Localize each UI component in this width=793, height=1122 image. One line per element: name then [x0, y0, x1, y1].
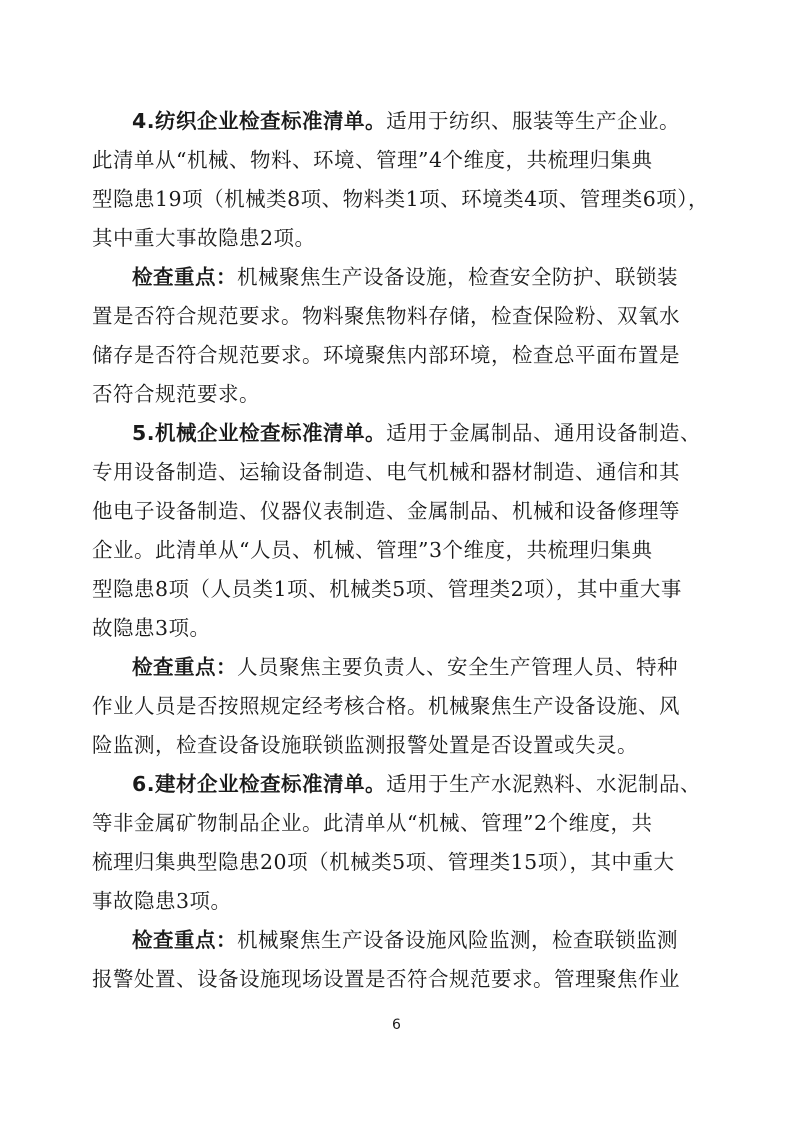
section-4-line-4: 其中重大事故隐患2项。 — [92, 226, 316, 250]
section-5-focus-text: 人员聚焦主要负责人、安全生产管理人员、特种 — [237, 655, 678, 679]
section-4-focus-line-2: 置是否符合规范要求。物料聚焦物料存储，检查保险粉、双氧水 — [92, 304, 680, 328]
section-4-focus-text: 机械聚焦生产设备设施，检查安全防护、联锁装 — [237, 265, 678, 289]
section-6-line-2: 等非金属矿物制品企业。此清单从“机械、管理”2个维度，共 — [92, 811, 653, 835]
section-4-text: 适用于纺织、服装等生产企业。 — [386, 109, 681, 133]
section-4-focus-line-1 — [132, 263, 678, 291]
section-4-focus-line-4: 否符合规范要求。 — [92, 382, 260, 406]
section-4-line-2: 此清单从“机械、物料、环境、管理”4个维度，共梳理归集典 — [92, 148, 653, 172]
section-5-line-5: 型隐患8项（人员类1项、机械类5项、管理类2项），其中重大事 — [92, 577, 682, 601]
section-6-line-1 — [132, 770, 701, 798]
section-4-heading: 4.纺织企业检查标准清单。 — [132, 109, 387, 133]
section-5-focus-line-3: 险监测，检查设备设施联锁监测报警处置是否设置或失灵。 — [92, 733, 638, 757]
section-5-focus-line-2: 作业人员是否按照规定经考核合格。机械聚焦生产设备设施、风 — [92, 694, 680, 718]
section-5-line-4: 企业。此清单从“人员、机械、管理”3个维度，共梳理归集典 — [92, 538, 653, 562]
section-4-line-1 — [132, 107, 680, 135]
section-4-focus-label: 检查重点： — [132, 265, 237, 289]
section-5-line-1 — [132, 419, 701, 447]
section-5-line-3: 他电子设备制造、仪器仪表制造、金属制品、机械和设备修理等 — [92, 499, 680, 523]
section-4-focus-line-3: 储存是否符合规范要求。环境聚焦内部环境，检查总平面布置是 — [92, 343, 680, 367]
section-5-heading: 5.机械企业检查标准清单。 — [132, 421, 387, 445]
section-6-focus-line-1 — [132, 926, 678, 954]
section-5-focus-label: 检查重点： — [132, 655, 237, 679]
section-5-line-2: 专用设备制造、运输设备制造、电气机械和器材制造、通信和其 — [92, 460, 680, 484]
section-6-heading: 6.建材企业检查标准清单。 — [132, 772, 387, 796]
section-5-line-6: 故隐患3项。 — [92, 616, 211, 640]
page-number: 6 — [392, 1017, 401, 1033]
section-6-focus-line-2: 报警处置、设备设施现场设置是否符合规范要求。管理聚焦作业 — [92, 967, 680, 991]
section-6-focus-label: 检查重点： — [132, 928, 237, 952]
section-6-line-3: 梳理归集典型隐患20项（机械类5项、管理类15项），其中重大 — [92, 850, 675, 874]
section-5-text: 适用于金属制品、通用设备制造、 — [386, 421, 702, 445]
section-6-line-4: 事故隐患3项。 — [92, 889, 232, 913]
section-6-text: 适用于生产水泥熟料、水泥制品、 — [386, 772, 702, 796]
section-5-focus-line-1 — [132, 653, 678, 681]
section-6-focus-text: 机械聚焦生产设备设施风险监测，检查联锁监测 — [237, 928, 678, 952]
section-4-line-3: 型隐患19项（机械类8项、物料类1项、环境类4项、管理类6项）， — [92, 187, 710, 211]
